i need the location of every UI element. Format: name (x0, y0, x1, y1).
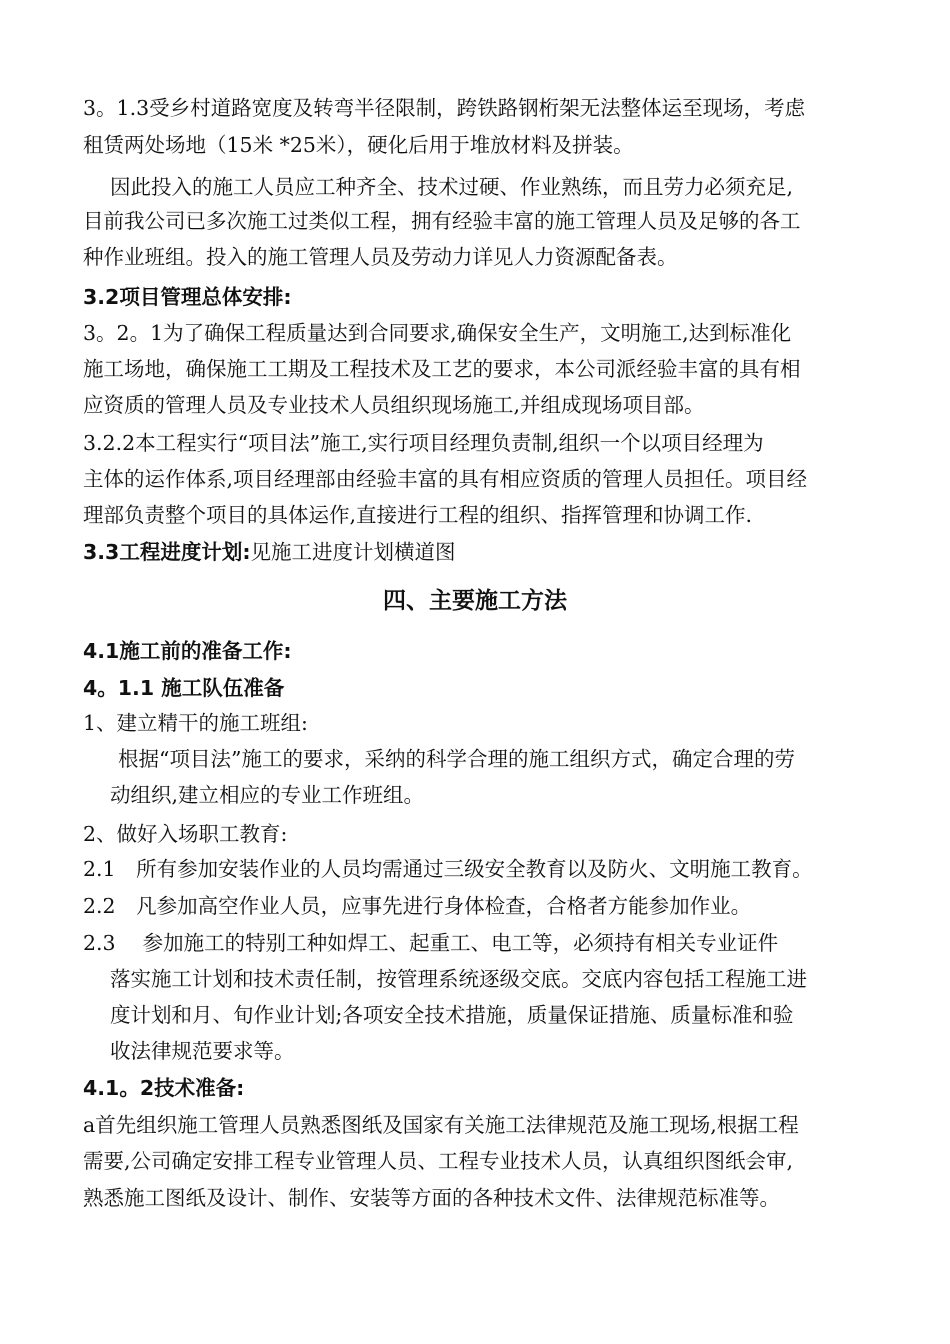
list-item: 2.2 凡参加高空作业人员，应事先进行身体检查，合格者方能参加作业。 (83, 894, 752, 918)
paragraph-line: 施工场地，确保施工工期及工程技术及工艺的要求，本公司派经验丰富的具有相 (83, 357, 801, 381)
list-item: 1、建立精干的施工班组: (83, 711, 308, 735)
paragraph-line: 种作业班组。投入的施工管理人员及劳动力详见人力资源配备表。 (83, 245, 678, 269)
paragraph-line: 根据“项目法”施工的要求，采纳的科学合理的施工组织方式，确定合理的劳 (118, 747, 795, 771)
section-heading: 3.3工程进度计划: (83, 540, 251, 564)
list-item: 2.3 参加施工的特别工种如焊工、起重工、电工等，必须持有相关专业证件 (83, 931, 779, 955)
list-item: 2、做好入场职工教育: (83, 822, 288, 846)
paragraph-line: 租赁两处场地（15米 *25米），硬化后用于堆放材料及拼装。 (83, 133, 634, 157)
paragraph-line: 动组织,建立相应的专业工作班组。 (110, 783, 425, 807)
paragraph-line: 主体的运作体系,项目经理部由经验丰富的具有相应资质的管理人员担任。项目经 (83, 467, 808, 491)
subsection-heading: 4.1。2技术准备: (83, 1076, 245, 1100)
paragraph-line: 需要,公司确定安排工程专业管理人员、工程专业技术人员，认真组织图纸会审, (83, 1149, 794, 1173)
subsection-heading: 4。1.1 施工队伍准备 (83, 676, 285, 700)
paragraph-line: 3。1.3受乡村道路宽度及转弯半径限制，跨铁路钢桁架无法整体运至现场，考虑 (83, 96, 806, 120)
paragraph-line: 目前我公司已多次施工过类似工程，拥有经验丰富的施工管理人员及足够的各工 (83, 209, 801, 233)
paragraph-line: 3.2.2本工程实行“项目法”施工,实行项目经理负责制,组织一个以项目经理为 (83, 431, 764, 455)
paragraph-line: 度计划和月、旬作业计划;各项安全技术措施，质量保证措施、质量标准和验 (110, 1003, 794, 1027)
paragraph-line: 熟悉施工图纸及设计、制作、安装等方面的各种技术文件、法律规范标准等。 (83, 1186, 780, 1210)
section-heading-line (83, 537, 456, 567)
paragraph-line: 3。2。1为了确保工程质量达到合同要求,确保安全生产，文明施工,达到标准化 (83, 321, 792, 345)
section-heading: 3.2项目管理总体安排: (83, 285, 292, 309)
paragraph-line: a首先组织施工管理人员熟悉图纸及国家有关施工法律规范及施工现场,根据工程 (83, 1113, 799, 1137)
paragraph-line: 理部负责整个项目的具体运作,直接进行工程的组织、指挥管理和协调工作. (83, 503, 753, 527)
paragraph-line: 因此投入的施工人员应工种齐全、技术过硬、作业熟练，而且劳力必须充足, (110, 175, 794, 199)
list-item: 2.1 所有参加安装作业的人员均需通过三级安全教育以及防火、文明施工教育。 (83, 857, 813, 881)
paragraph-line: 落实施工计划和技术责任制，按管理系统逐级交底。交底内容包括工程施工进 (110, 967, 807, 991)
section-heading-note: 见施工进度计划横道图 (250, 540, 456, 564)
paragraph-line: 收法律规范要求等。 (110, 1039, 295, 1063)
paragraph-line: 应资质的管理人员及专业技术人员组织现场施工,并组成现场项目部。 (83, 393, 705, 417)
chapter-title: 四、主要施工方法 (383, 588, 567, 614)
section-heading: 4.1施工前的准备工作: (83, 639, 292, 663)
